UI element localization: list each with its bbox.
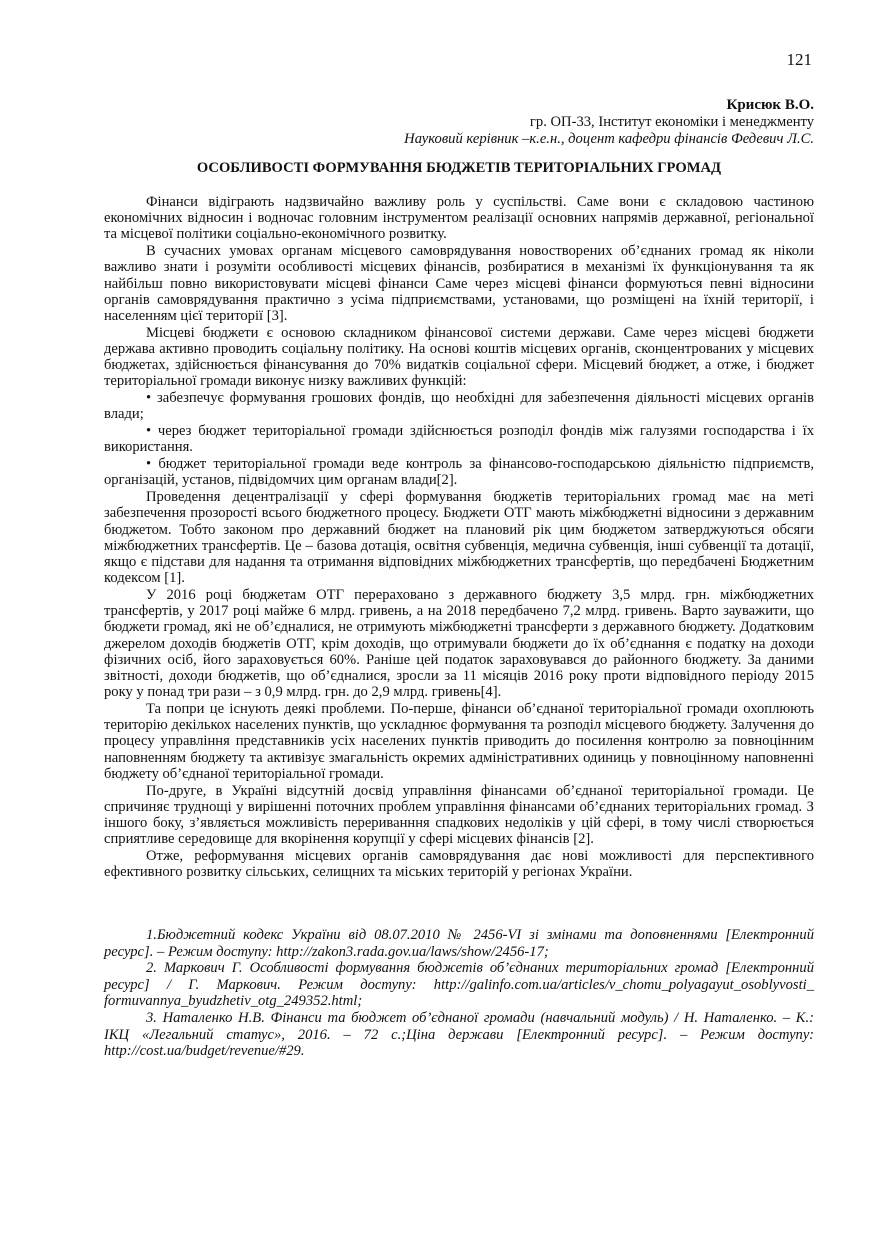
- author-affiliation: гр. ОП-33, Інститут економіки і менеджменту: [529, 114, 814, 130]
- paragraph: Та попри це існують деякі проблеми. По-перше, фінанси об’єднаної територіальної громади охоплюють територію декількох населених пунктів, що ускладнює формування та розподіл місцевого бюджету. Залучення до процесу управління представників усіх населених пунктів приводить до посилення контролю за повноцінним наповненням бюджету та активізує змагальність окремих адміністративних одиниць у повноцінному наповненні бюджету об’єднаної територіальної громади.: [104, 701, 814, 782]
- reference-item: 2. Маркович Г. Особливості формування бюджетів об’єднаних територіальних громад [Електронний ресурс] / Г. Маркович. Режим доступу: http://galinfo.com.ua/articles/v_chomu_polyagayut_osoblyvosti_ formuvannya_byudzhetiv_otg_249352.html;: [104, 960, 814, 1010]
- reference-item: 1.Бюджетний кодекс України від 08.07.2010 № 2456-VI зі змінами та доповненнями [Електронний ресурс]. – Режим доступу: http://zakon3.rada.gov.ua/laws/show/2456-17;: [104, 927, 814, 960]
- paragraph: Місцеві бюджети є основою складником фінансової системи держави. Саме через місцеві бюджети держава активно проводить соціальну політику. На основі коштів місцевих органів, сконцентрованих у місцевих бюджетах, здійснюється фінансування до 70% видатків соціальної сфери. Місцевий бюджет, а отже, і бюджет територіальної громади виконує низку важливих функцій:: [104, 324, 814, 390]
- reference-item: 3. Наталенко Н.В. Фінанси та бюджет об’єднаної громади (навчальний модуль) / Н. Наталенко. – К.: ІКЦ «Легальний статус», 2016. – 72 с.;Ціна держави [Електронний ресурс]. – Режим доступу: http://cost.ua/budget/revenue/#29.: [104, 1009, 814, 1060]
- bullet-item: • бюджет територіальної громади веде контроль за фінансово-господарською діяльністю підприємств, організацій, установ, підвідомчих цим органам влади[2].: [104, 456, 814, 489]
- author-block: [114, 96, 814, 148]
- page-number: 121: [786, 50, 812, 69]
- paragraph: В сучасних умовах органам місцевого самоврядування новостворених об’єднаних громад як ніколи важливо знати і розуміти особливості місцевих фінансів, розбиратися в механізмі їх функціонування та як найбільш повно використовувати місцеві фінанси Саме через місцеві фінанси формуються певні відносини органів самоврядування практично з усіма підприємствами, установами, що розміщені на їхній території, і населенням цієї території [3].: [104, 243, 814, 325]
- paragraph: Проведення децентралізації у сфері формування бюджетів територіальних громад має на меті забезпечення прозорості всього бюджетного процесу. Бюджети ОТГ мають міжбюджетні відносини з державним бюджетом. Тобто законом про державний бюджет на плановий рік цим бюджетом затверджуються обсяги міжбюджетних трансфертів. Це – базова дотація, освітня субвенція, медична субвенція, інші субвенції та дотації, якщо є підстави для надання та отримання відповідних міжбюджетних трансфертів, що передбачені Бюджетним кодексом [1].: [104, 489, 814, 587]
- paragraph: По-друге, в Україні відсутній досвід управління фінансами об’єднаної територіальної громади. Це спричиняє труднощі у вирішенні поточних проблем управління фінансами об’єднаних територіальних громад. З іншого боку, з’являється можливість перериванння спадкових недоліків у цій сфері, в тому числі створюється сприятливе середовище для вкорінення корупції у сфері місцевих фінансів [2].: [104, 782, 814, 848]
- author-supervisor: Науковий керівник –к.е.н., доцент кафедри фінансів Федевич Л.С.: [404, 131, 814, 147]
- paragraph: Отже, реформування місцевих органів самоврядування дає нові можливості для перспективного ефективного розвитку сільських, селищних та міських територій у регіонах України.: [104, 848, 814, 881]
- paragraph: Фінанси відіграють надзвичайно важливу роль у суспільстві. Саме вони є складовою частиною економічних відносин і водночас головним інструментом реалізації основних напрямів державної, регіональної та місцевої політики соціально-економічного розвитку.: [104, 194, 814, 243]
- article-title: ОСОБЛИВОСТІ ФОРМУВАННЯ БЮДЖЕТІВ ТЕРИТОРІАЛЬНИХ ГРОМАД: [196, 160, 722, 176]
- bullet-item: • забезпечує формування грошових фондів, що необхідні для забезпечення діяльності місцевих органів влади;: [104, 390, 814, 423]
- paragraph: У 2016 році бюджетам ОТГ перераховано з державного бюджету 3,5 млрд. грн. міжбюджетних трансфертів, у 2017 році майже 6 млрд. гривень, а на 2018 передбачено 7,2 млрд. гривень. Варто зауважити, що бюджети громад, які не об’єдналися, не отримують міжбюджетні трансферти з державного бюджету. Додатковим джерелом доходів бюджетів ОТГ, крім доходів, що отримували бюджети до їх об’єднання є податку на доходи фізичних осіб, його зараховується 60%. Раніше цей податок зараховувався до районного бюджету. За даними звітності, доходи бюджетів, що об’єдналися, зросли за 11 місяців 2016 року проти відповідного періоду 2015 року у понад три рази – з 0,9 млрд. грн. до 2,9 млрд. гривень[4].: [104, 587, 814, 701]
- author-name: Крисюк В.О.: [726, 97, 814, 113]
- bullet-item: • через бюджет територіальної громади здійснюється розподіл фондів між галузями господарства і їх використання.: [104, 423, 814, 456]
- references: [104, 927, 814, 1060]
- article-body: [104, 194, 814, 881]
